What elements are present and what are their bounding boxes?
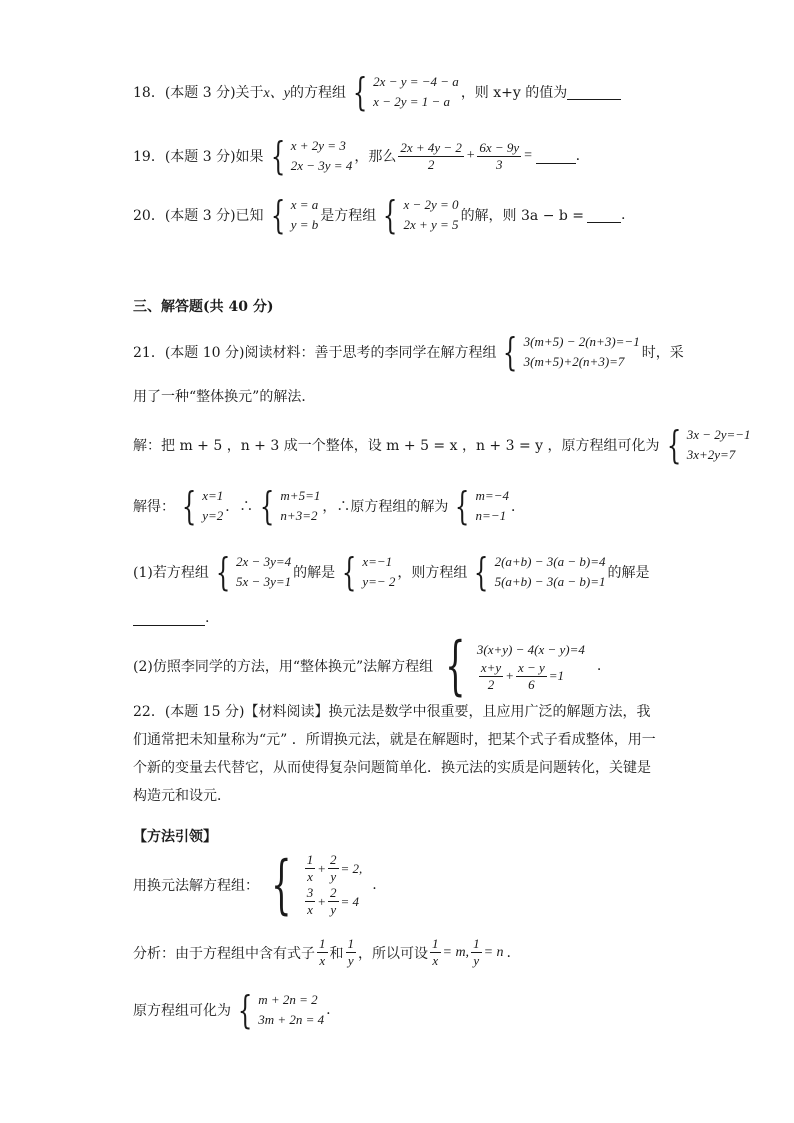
q21-system bbox=[498, 332, 639, 372]
q21-p2-prefix: (2)仿照李同学的方法，用“整体换元”法解方程组 bbox=[133, 659, 434, 675]
q22-intro: 22．(本题 15 分)【材料阅读】换元法是数学中很重要，且应用广泛的解题方法，我们通常把未知量称为“元” ．所谓换元法，就是在解题时，把某个式子看成整体，用一个新的变量去代替它，从而使得复杂问题简单化．换元法的实质是问题转化，关键是构造元和设元． bbox=[133, 704, 656, 804]
q21-p1-system bbox=[211, 552, 291, 592]
brace-icon: { bbox=[455, 484, 470, 528]
q21-p1-eq1: 2x − 3y=4 bbox=[236, 554, 292, 569]
q21-p1-suffix: 的解是 bbox=[607, 565, 650, 581]
q21-sol-eq2: 3x+2y=7 bbox=[686, 447, 736, 462]
q20-eq2: y = b bbox=[290, 217, 319, 232]
brace-icon: { bbox=[181, 484, 197, 528]
q21-part1 bbox=[133, 552, 649, 592]
q19-system bbox=[266, 136, 353, 176]
q20-end: . bbox=[621, 207, 626, 223]
q19-fraction-2: $\frac{6x - 9y}{3}$ bbox=[479, 139, 520, 172]
q21-p1-sol1: x=−1 bbox=[362, 554, 393, 569]
q21-orig-system bbox=[450, 486, 509, 526]
q20-answer-blank[interactable] bbox=[587, 208, 621, 223]
q19-eq2: 2x − 3y = 4 bbox=[290, 158, 353, 173]
q21-mn-eq2: n+3=2 bbox=[280, 508, 318, 523]
brace-icon: { bbox=[270, 134, 285, 178]
q20-sys-eq2: 2x + y = 5 bbox=[403, 217, 459, 232]
q20-mid: 是方程组 bbox=[320, 208, 377, 224]
q21-p2-system bbox=[435, 629, 585, 703]
q21-p2-rhs: =1 bbox=[548, 668, 565, 683]
q21-p2-eq2 bbox=[477, 660, 585, 693]
q18-answer-blank[interactable] bbox=[567, 85, 621, 100]
q19-eq1: x + 2y = 3 bbox=[290, 138, 346, 153]
q21-p1-target-system bbox=[469, 552, 605, 592]
q21-mn-system bbox=[255, 486, 320, 526]
q22-system bbox=[261, 848, 363, 922]
q18-mid: 的方程组 bbox=[289, 85, 346, 101]
q21-orig-eq1: m=−4 bbox=[475, 488, 509, 503]
brace-icon: { bbox=[270, 193, 285, 237]
q21-eq1: 3(m+5) − 2(n+3)=−1 bbox=[523, 334, 640, 349]
brace-icon: { bbox=[271, 848, 292, 922]
q18-system bbox=[348, 72, 459, 112]
brace-icon: { bbox=[341, 550, 357, 594]
q19-mid: ，那么 bbox=[354, 149, 397, 165]
brace-icon: { bbox=[474, 550, 489, 594]
q20-solution bbox=[266, 195, 319, 235]
q21-p1-mid2: ，则方程组 bbox=[397, 565, 468, 581]
q18-prefix: 18．(本题 3 分)关于 bbox=[133, 85, 264, 101]
question-20 bbox=[133, 195, 626, 235]
q21-p2-end: . bbox=[596, 658, 602, 674]
q22-orig-prefix: 原方程组可化为 bbox=[133, 1003, 231, 1019]
q21-solved-eq2: y=2 bbox=[202, 508, 224, 523]
q20-suffix: 的解，则 3a − b = bbox=[460, 208, 585, 224]
question-19 bbox=[133, 136, 580, 176]
q22-analysis: 分析：由于方程组中含有式子 $\frac{1}{x}$ 和 $\frac{1}{y}$ ，所以可设 $\frac{1}{x}$ = m, $\frac{1}{y}$ = n . bbox=[133, 936, 511, 968]
q21-p2-eq1: 3(x+y) − 4(x − y)=4 bbox=[476, 641, 585, 657]
q21-p1-sys1: 2(a+b) − 3(a − b)=4 bbox=[494, 554, 606, 569]
q21-solution bbox=[133, 425, 753, 465]
q22-orig-eq2: 3m + 2n = 4 bbox=[258, 1012, 325, 1027]
q18-eq2: x − 2y = 1 − a bbox=[373, 94, 451, 109]
q22-orig-eq1: m + 2n = 2 bbox=[258, 992, 318, 1007]
q22-orig-system bbox=[233, 990, 324, 1030]
q18-eq1: 2x − y = −4 − a bbox=[373, 74, 459, 89]
q22-analysis-prefix: 分析：由于方程组中含有式子 bbox=[133, 945, 315, 962]
q21-p1-prefix: (1)若方程组 bbox=[133, 565, 209, 581]
q21-suffix: 时，采 bbox=[641, 345, 684, 361]
q22-orig-end: . bbox=[326, 1002, 331, 1018]
section-title: 三、解答题(共 40 分) bbox=[133, 299, 274, 315]
q19-fraction-1: $\frac{2x + 4y - 2}{2}$ bbox=[400, 139, 462, 172]
q21-solved-eq1: x=1 bbox=[202, 488, 224, 503]
q21-p1-eq2: 5x − 3y=1 bbox=[236, 574, 292, 589]
q18-vars: x、y bbox=[263, 86, 290, 101]
question-21 bbox=[133, 332, 684, 372]
q21-sol-eq1: 3x − 2y=−1 bbox=[686, 427, 751, 442]
q21-p2-fraction-1: $\frac{x+y}{2}$ bbox=[480, 659, 502, 692]
q19-end: . bbox=[575, 148, 581, 164]
q21-p1-solution bbox=[337, 552, 395, 592]
q21-solved bbox=[133, 486, 525, 526]
q21-orig-label: ，∴原方程组的解为 bbox=[322, 499, 449, 515]
brace-icon: { bbox=[237, 988, 253, 1032]
q19-answer-blank[interactable] bbox=[536, 149, 576, 164]
q21-p1-answer bbox=[133, 610, 209, 626]
q21-line2: 用了一种“整体换元”的解法． bbox=[133, 389, 316, 405]
q19-prefix: 19．(本题 3 分)如果 bbox=[133, 149, 264, 165]
q21-p1-sys2: 5(a+b) − 3(a − b)=1 bbox=[494, 574, 606, 589]
q21-solved-system bbox=[177, 486, 223, 526]
q21-orig-eq2: n=−1 bbox=[475, 508, 507, 523]
q21-solved-label: 解得： bbox=[133, 499, 175, 515]
q22-use-label: 用换元法解方程组： bbox=[133, 878, 259, 894]
q21-sol-system bbox=[662, 425, 751, 465]
q21-sol-prefix: 解：把 m + 5 ，n + 3 成一个整体，设 m + 5 = x ，n + 3 = y ，原方程组可化为 bbox=[133, 438, 660, 454]
brace-icon: { bbox=[352, 70, 368, 114]
brace-icon: { bbox=[503, 330, 518, 374]
q21-p1-mid: 的解是 bbox=[293, 565, 336, 581]
brace-icon: { bbox=[260, 484, 275, 528]
q21-p1-end: . bbox=[205, 610, 210, 626]
q21-orig-end: ． bbox=[510, 499, 525, 515]
q19-equals: = bbox=[523, 148, 533, 163]
q21-eq2: 3(m+5)+2(n+3)=7 bbox=[523, 354, 625, 369]
q18-suffix: ，则 x+y 的值为 bbox=[460, 85, 568, 101]
q20-prefix: 20．(本题 3 分)已知 bbox=[133, 208, 264, 224]
q21-mn-eq1: m+5=1 bbox=[280, 488, 321, 503]
brace-icon: { bbox=[445, 629, 466, 703]
q22-use-end: . bbox=[372, 877, 377, 893]
q22-row1: $\frac{1}{x}$ + $\frac{2}{y}$ = 2, bbox=[306, 852, 363, 884]
q22-orig bbox=[133, 990, 331, 1030]
q21-p1-answer-blank[interactable] bbox=[133, 611, 205, 626]
q22-use bbox=[133, 848, 377, 922]
q20-sys-eq1: x − 2y = 0 bbox=[403, 197, 459, 212]
q20-eq1: x = a bbox=[290, 197, 319, 212]
brace-icon: { bbox=[666, 423, 681, 467]
q19-plus: + bbox=[465, 148, 476, 163]
q21-p1-sol2: y=− 2 bbox=[362, 574, 396, 589]
q22-row2: $\frac{3}{x}$ + $\frac{2}{y}$ = 4 bbox=[306, 885, 360, 917]
question-18 bbox=[133, 72, 621, 112]
brace-icon: { bbox=[383, 193, 398, 237]
q21-part2 bbox=[133, 629, 602, 703]
q21-prefix: 21．(本题 10 分)阅读材料：善于思考的李同学在解方程组 bbox=[133, 345, 497, 361]
q22-method-title: 【方法引领】 bbox=[133, 829, 217, 845]
q20-system bbox=[378, 195, 458, 235]
brace-icon: { bbox=[215, 550, 231, 594]
q21-therefore: ．∴ bbox=[225, 499, 254, 515]
q21-p2-plus: + bbox=[505, 668, 514, 683]
q21-p2-fraction-2: $\frac{x - y}{6}$ bbox=[517, 659, 545, 692]
